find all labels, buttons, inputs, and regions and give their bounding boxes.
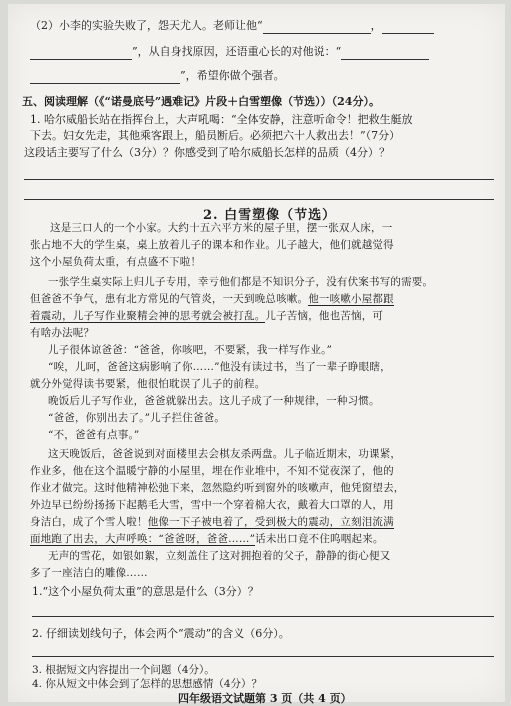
section5-title: 五、阅读理解（《“诺曼底号”遇难记》片段＋白雪塑像（节选））（24分）。	[22, 95, 380, 108]
question-4: 4. 你从短文中体会到了怎样的思想感情（4分）？	[32, 678, 263, 690]
story-title: 2. 白雪塑像（节选）	[203, 208, 337, 223]
question-3: 3. 根据短文内容提出一个问题（4分）。	[32, 664, 215, 676]
question-2: 2. 仔细读划线句子，体会两个“震动”的含义（6分）。	[32, 627, 290, 640]
story-p3-line2: “唉，儿呵，爸爸这病影响了你……”他没有读过书，当了一辈子睁眼瞎，	[48, 361, 391, 373]
story-p2-text: 但爸爸不争气，患有北方常见的气管炎，一天到晚总咳嗽。	[30, 293, 309, 305]
q2-line3	[30, 68, 285, 84]
story-p3-line1: 儿子很体谅爸爸：“爸爸，你咳吧，不要紧，我一样写作业。”	[48, 344, 333, 356]
answer-line[interactable]	[32, 656, 494, 657]
question-1: 1.“这个小屋负荷太重”的意思是什么（3分）？	[32, 585, 259, 598]
q2-line2-text: ”，从自身找原因，还语重心长的对他说：“	[132, 45, 342, 58]
story-p4-line3: 作业才做完。这时他精神松弛下来，忽然隐约听到窗外的咳嗽声，他凭窗望去，	[30, 482, 405, 494]
story-p2-line3	[30, 308, 383, 325]
section5-q1-line3: 这段话主要写了什么（3分）？你感受到了哈尔威船长怎样的品质（4分）？	[24, 146, 390, 159]
answer-line[interactable]	[32, 616, 494, 617]
answer-blank[interactable]	[341, 48, 429, 60]
q2-line1-text: （2）小李的实验失败了，怨天尤人。老师让他“	[30, 19, 263, 32]
story-p5-line2: 多了一座洁白的雕像……	[30, 567, 148, 579]
story-p1-line2: 张占地不大的学生桌，桌上放着儿子的课本和作业。儿子越大，他们就越觉得	[30, 239, 394, 251]
section5-q1-line2: 下去。妇女先走，其他乘客跟上，船员断后。必须把六十人救出去！”（7分）	[30, 129, 401, 142]
q2-line1-end: ，	[370, 19, 382, 32]
story-p3-line5: “爸爸，你别出去了。”儿子拦住爸爸。	[48, 412, 226, 424]
answer-line[interactable]	[24, 199, 494, 200]
story-p4-text: 身洁白，成了个雪人啦！	[30, 516, 148, 528]
story-p4-line6	[30, 531, 384, 548]
answer-blank[interactable]	[263, 22, 371, 34]
story-p2-line2	[30, 291, 394, 308]
story-p1-line1: 这是三口人的一个小家。大约十五六平方米的屋子里，摆一张双人床，一	[50, 222, 393, 234]
underlined-sentence: 着震动，儿子写作业聚精会神的思考就会被打乱。	[30, 310, 266, 322]
page-footer: 四年级语文试题第 3 页（共 4 页）	[178, 692, 352, 705]
q2-line2	[30, 44, 429, 60]
underlined-sentence: 面地跑了出去，大声呼唤：“爸爸呀，爸爸……”	[30, 533, 256, 545]
underlined-sentence: 他像一下子被电着了，受到极大的震动，立刻泪流满	[147, 516, 394, 528]
story-p3-line4: 晚饭后儿子写作业，爸爸就躲出去。这儿子成了一种规律，一种习惯。	[48, 395, 380, 407]
q2-line3-text: ”，希望你做个强者。	[180, 69, 285, 82]
exam-page	[8, 4, 505, 705]
story-p4-line5	[30, 514, 394, 531]
story-p1-line3: 这个小屋负荷太重，有点盛不下啦！	[30, 256, 202, 268]
underlined-sentence: 他一咳嗽小屋都跟	[308, 293, 394, 305]
section5-q1-line1: 1. 哈尔威船长站在指挥台上，大声吼喝：“全体安静，注意听命令！把救生艇放	[30, 113, 413, 126]
answer-blank[interactable]	[30, 48, 132, 60]
story-p3-line6: “不，爸爸有点事。”	[48, 429, 140, 441]
story-p3-line3: 就分外觉得读书要紧，他很怕耽误了儿子的前程。	[30, 378, 266, 390]
story-p2-line1: 一张学生桌实际上归儿子专用，幸亏他们都是不知识分子，没有伏案书写的需要。	[48, 276, 434, 288]
story-p5-line1: 无声的雪花，如银如絮，立刻盖住了这对拥抱着的父子，静静的街心便又	[48, 550, 391, 562]
story-p4-line1: 这天晚饭后，爸爸说到对面楼里去会棋友杀两盘。儿子临近期末，功课紧，	[48, 448, 402, 460]
answer-blank[interactable]	[30, 72, 180, 84]
story-p4-line4: 外边早已纷纷扬扬下起鹅毛大雪，雪中一个穿着棉大衣，戴着大口罩的人，用	[30, 499, 394, 511]
story-p2-line4: 有啥办法呢？	[30, 327, 95, 339]
answer-blank[interactable]	[382, 22, 434, 34]
story-p2-text: 儿子苦恼，他也苦恼，可	[265, 310, 384, 322]
story-p4-line2: 作业多，他在这个温暖宁静的小屋里，埋在作业堆中，不知不觉夜深了，他的	[30, 465, 394, 477]
q2-line1	[30, 18, 434, 34]
answer-line[interactable]	[24, 179, 494, 180]
story-p4-text: 话未出口竟不住呜咽起来。	[255, 533, 384, 545]
